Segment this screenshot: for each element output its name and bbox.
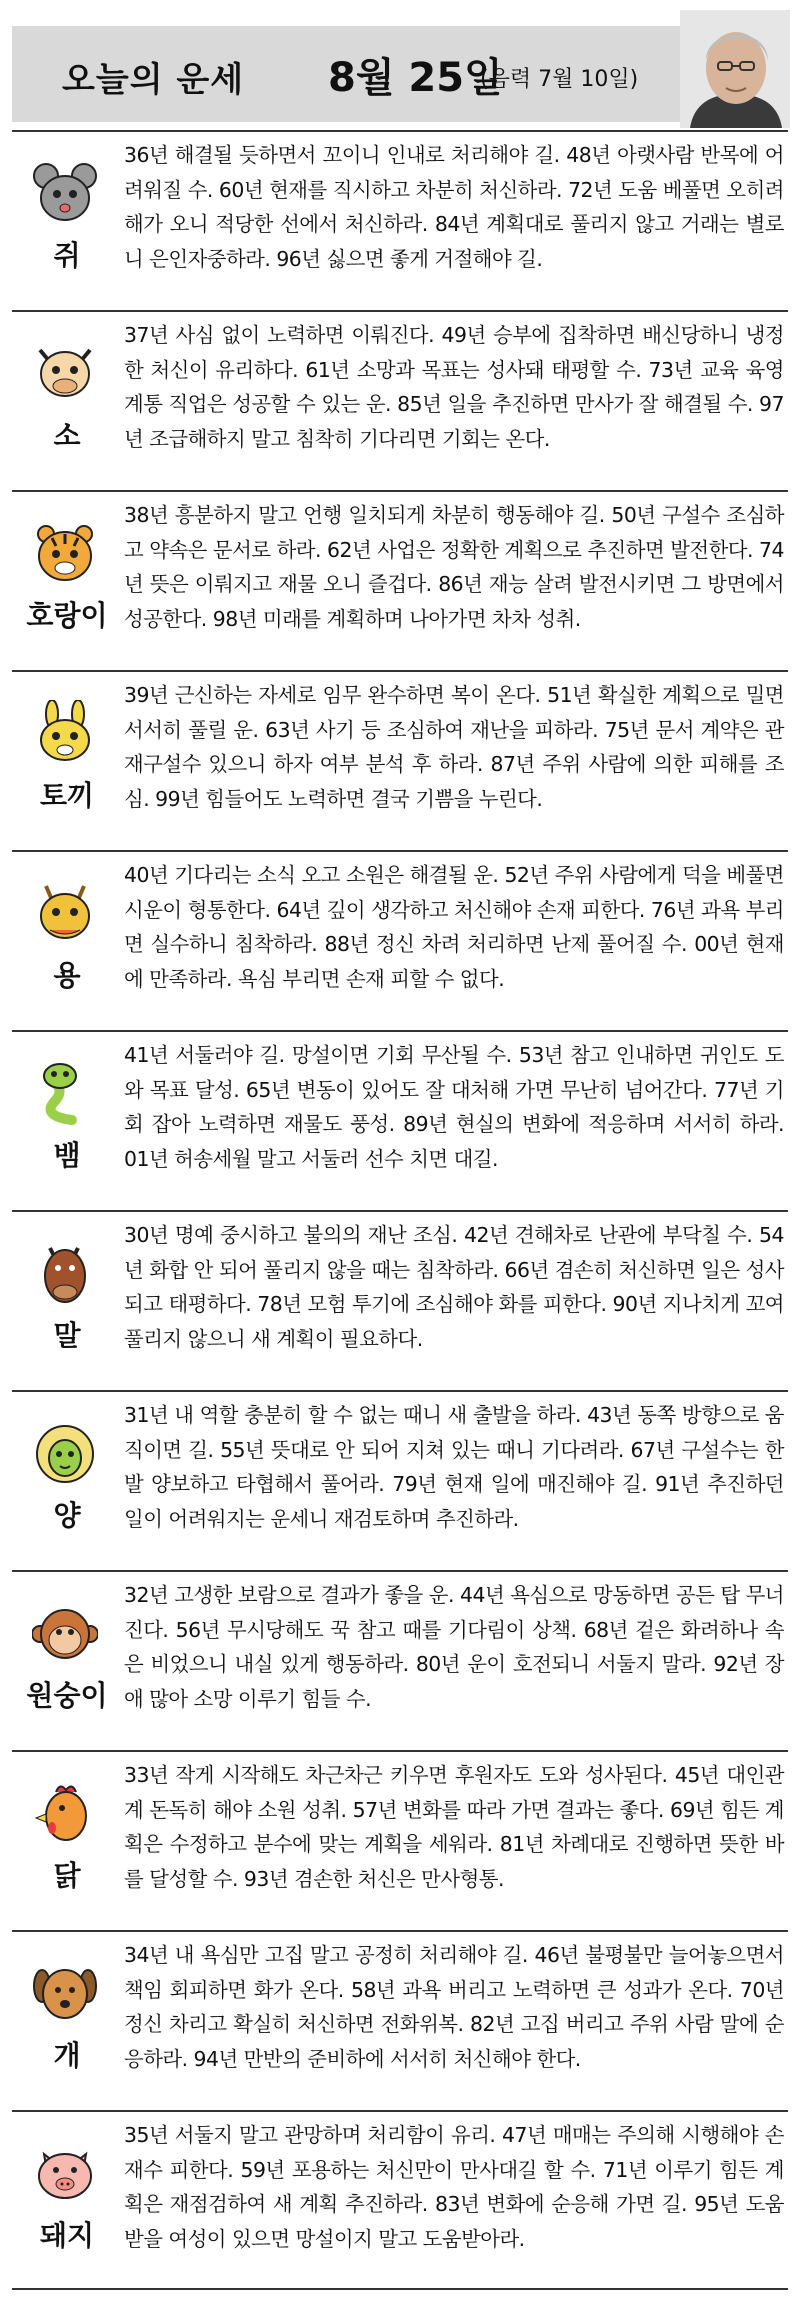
- horse-icon: [32, 1240, 98, 1306]
- dragon-icon: [32, 880, 98, 946]
- date-label: 8월 25일: [328, 55, 503, 101]
- animal-name: 쥐: [53, 239, 81, 272]
- fortune-row-dog: [12, 1930, 788, 2110]
- animal-name: 뱀: [53, 1139, 81, 1172]
- animal-name: 닭: [53, 1859, 81, 1892]
- animal-name: 개: [53, 2039, 81, 2072]
- fortune-text: 39년 근신하는 자세로 임무 완수하면 복이 온다. 51년 확실한 계획으로 밀면 서서히 풀릴 운. 63년 사기 등 조심하여 재난을 피하라. 75년 문서 계약은 관재구설수 있으니 하자 여부 분석 후 하라. 87년 주위 사람에 의한 피해를 조심. 99년 힘들어도 노력하면 결국 기쁨을 누린다.: [124, 683, 784, 811]
- fortune-row-rat: [12, 130, 788, 310]
- fortune-row-tiger: [12, 490, 788, 670]
- fortune-text: 37년 사심 없이 노력하면 이뤄진다. 49년 승부에 집착하면 배신당하니 냉정한 처신이 유리하다. 61년 소망과 목표는 성사돼 태평할 수. 73년 교육 육영 계통 직업은 성공할 수 있는 운. 85년 일을 추진하면 만사가 잘 해결될 수. 97년 조급해하지 말고 침착히 기다리면 기회는 온다.: [124, 323, 784, 451]
- fortune-text: 32년 고생한 보람으로 결과가 좋을 운. 44년 욕심으로 망동하면 공든 탑 무너진다. 56년 무시당해도 꾹 참고 때를 기다림이 상책. 68년 겉은 화려하나 속은 비었으니 내실 있게 행동하라. 80년 운이 호전되니 서둘지 말라. 92년 장애 많아 소망 이루기 힘들 수.: [124, 1583, 784, 1711]
- author-photo: [680, 10, 790, 128]
- fortune-text: 41년 서둘러야 길. 망설이면 기회 무산될 수. 53년 참고 인내하면 귀인도 도와 목표 달성. 65년 변동이 있어도 잘 대처해 가면 무난히 넘어간다. 77년 기회 잡아 노력하면 재물도 풍성. 89년 현실의 변화에 적응하며 서서히 하라. 01년 허송세월 말고 서둘러 선수 치면 대길.: [124, 1043, 784, 1171]
- rat-icon: [32, 160, 98, 226]
- fortune-text: 31년 내 역할 충분히 할 수 없는 때니 새 출발을 하라. 43년 동쪽 방향으로 움직이면 길. 55년 뜻대로 안 되어 지쳐 있는 때니 기다려라. 67년 구설수는 한발 양보하고 타협해서 풀어라. 79년 현재 일에 매진해야 길. 91년 추진하던 일이 어려워지는 운세니 재검토하며 추진하라.: [124, 1403, 784, 1531]
- sheep-icon: [32, 1420, 98, 1486]
- fortune-row-snake: [12, 1030, 788, 1210]
- fortune-text: 34년 내 욕심만 고집 말고 공정히 처리해야 길. 46년 불평불만 늘어놓으면서 책임 회피하면 화가 온다. 58년 과욕 버리고 노력하면 큰 성과가 온다. 70년 정신 차리고 확실히 처신하면 전화위복. 82년 고집 버리고 주위 사람 말에 순응하라. 94년 만반의 준비하에 서서히 처신해야 한다.: [124, 1943, 784, 2071]
- fortune-text: 35년 서둘지 말고 관망하며 처리함이 유리. 47년 매매는 주의해 시행해야 손재수 피한다. 59년 포용하는 처신만이 만사대길 할 수. 71년 이루기 힘든 계획은 재점검하여 새 계획 추진하라. 83년 변화에 순응해 가면 길. 95년 도움받을 여성이 있으면 망설이지 말고 도움받아라.: [124, 2123, 784, 2251]
- tiger-icon: [32, 520, 98, 586]
- fortune-text: 38년 흥분하지 말고 언행 일치되게 차분히 행동해야 길. 50년 구설수 조심하고 약속은 문서로 하라. 62년 사업은 정확한 계획으로 추진하면 발전한다. 74년 뜻은 이뤄지고 재물 오니 즐겁다. 86년 재능 살려 발전시키면 그 방면에서 성공한다. 98년 미래를 계획하며 나아가면 차차 성취.: [124, 503, 784, 631]
- fortune-text: 30년 명예 중시하고 불의의 재난 조심. 42년 견해차로 난관에 부닥칠 수. 54년 화합 안 되어 풀리지 않을 때는 침착하라. 66년 겸손히 처신하면 일은 성사되고 태평하다. 78년 모험 투기에 조심해야 화를 피한다. 90년 지나치게 꼬여 풀리지 않으니 새 계획이 필요하다.: [124, 1223, 784, 1351]
- fortune-text: 36년 해결될 듯하면서 꼬이니 인내로 처리해야 길. 48년 아랫사람 반목에 어려워질 수. 60년 현재를 직시하고 차분히 처신하라. 72년 도움 베풀면 오히려 해가 오니 적당한 선에서 처신하라. 84년 계획대로 풀리지 않고 거래는 별로니 은인자중하라. 96년 싫으면 좋게 거절해야 길.: [124, 143, 784, 271]
- animal-name: 호랑이: [26, 599, 108, 632]
- fortune-row-ox: [12, 310, 788, 490]
- rabbit-icon: [32, 700, 98, 766]
- animal-name: 토끼: [39, 779, 95, 812]
- fortune-text: 40년 기다리는 소식 오고 소원은 해결될 운. 52년 주위 사람에게 덕을 베풀면 시운이 형통한다. 64년 깊이 생각하고 처신해야 손재 피한다. 76년 과욕 부리면 실수하니 침착하라. 88년 정신 차려 처리하면 난제 풀어질 수. 00년 현재에 만족하라. 욕심 부리면 손재 피할 수 없다.: [124, 863, 784, 991]
- animal-name: 용: [53, 959, 81, 992]
- pig-icon: [32, 2140, 98, 2206]
- fortune-row-dragon: [12, 850, 788, 1030]
- rooster-icon: [32, 1780, 98, 1846]
- fortune-row-horse: [12, 1210, 788, 1390]
- animal-name: 원숭이: [26, 1679, 108, 1712]
- monkey-icon: [32, 1600, 98, 1666]
- fortune-row-pig: [12, 2110, 788, 2290]
- animal-name: 돼지: [39, 2219, 95, 2252]
- ox-icon: [32, 340, 98, 406]
- animal-name: 소: [53, 419, 81, 452]
- page-title: 오늘의 운세: [62, 60, 245, 100]
- snake-icon: [32, 1060, 98, 1126]
- animal-name: 양: [53, 1499, 81, 1532]
- fortune-list: [12, 130, 788, 2290]
- lunar-date-label: (음력 7월 10일): [480, 67, 639, 92]
- fortune-row-monkey: [12, 1570, 788, 1750]
- dog-icon: [32, 1960, 98, 2026]
- header-banner: [12, 26, 788, 122]
- animal-name: 말: [53, 1319, 81, 1352]
- fortune-text: 33년 작게 시작해도 차근차근 키우면 후원자도 도와 성사된다. 45년 대인관계 돈독히 해야 소원 성취. 57년 변화를 따라 가면 결과는 좋다. 69년 힘든 계획은 수정하고 분수에 맞는 계획을 세워라. 81년 차례대로 진행하면 뜻한 바를 달성할 수. 93년 겸손한 처신은 만사형통.: [124, 1763, 784, 1891]
- fortune-row-sheep: [12, 1390, 788, 1570]
- fortune-row-rooster: [12, 1750, 788, 1930]
- fortune-row-rabbit: [12, 670, 788, 850]
